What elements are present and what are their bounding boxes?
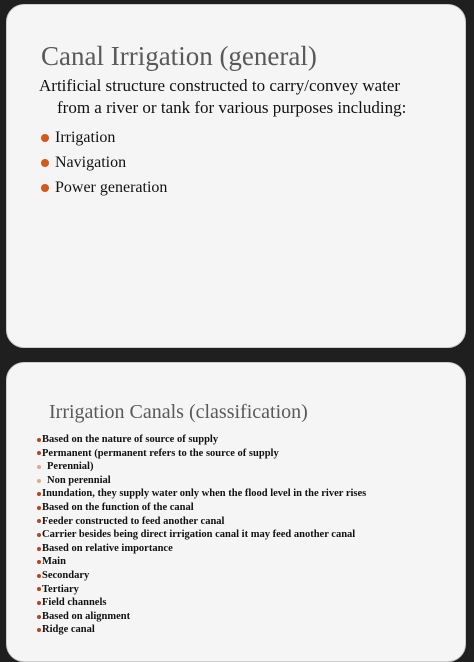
list-item — [37, 501, 366, 515]
list-item — [37, 447, 366, 461]
list-item — [37, 555, 366, 569]
list-item — [37, 433, 366, 447]
list-item-label: Tertiary — [42, 583, 79, 595]
slide-irrigation-canals-classification — [6, 362, 466, 662]
list-item — [37, 460, 366, 474]
bullet-dot-icon — [37, 560, 41, 564]
bullet-dot-icon — [37, 438, 41, 442]
bullet-dot-icon — [37, 492, 41, 496]
list-item — [37, 610, 366, 624]
list-item — [41, 175, 167, 200]
list-item-label: Based on the nature of source of supply — [42, 434, 219, 445]
intro-line-1: Artificial structure constructed to carry/convey water — [39, 76, 401, 95]
list-item-label: Inundation, they supply water only when the flood level in the river rises — [42, 488, 367, 500]
list-item — [37, 528, 366, 542]
slide-canal-irrigation-general — [6, 4, 466, 348]
bullet-dot-icon — [37, 533, 41, 537]
list-item — [41, 125, 167, 150]
bullet-dot-icon — [37, 465, 41, 469]
slide-title: Irrigation Canals (classification) — [49, 401, 308, 423]
list-item — [37, 542, 366, 556]
classification-list — [37, 433, 366, 637]
list-item-label: Navigation — [55, 154, 127, 171]
list-item-label: Non perennial — [47, 474, 111, 486]
purpose-list — [41, 125, 167, 200]
list-item — [37, 596, 366, 610]
list-item-label: Based on relative importance — [42, 542, 173, 554]
bullet-dot-icon — [41, 159, 49, 167]
list-item-label: Ridge canal — [42, 624, 95, 636]
list-item-label: Based on the function of the canal — [42, 501, 194, 513]
list-item — [41, 150, 167, 175]
list-item-label: Based on alignment — [42, 610, 131, 622]
list-item-label: Main — [42, 556, 66, 568]
bullet-dot-icon — [41, 184, 49, 192]
slide-title: Canal Irrigation (general) — [41, 41, 317, 71]
bullet-dot-icon — [37, 479, 41, 483]
list-item-label: Carrier besides being direct irrigation canal it may feed another canal — [42, 529, 356, 541]
bullet-dot-icon — [37, 519, 41, 523]
bullet-dot-icon — [37, 547, 41, 551]
bullet-dot-icon — [37, 574, 41, 578]
list-item-label: Perennial) — [47, 461, 94, 473]
intro-text — [39, 75, 449, 119]
list-item — [37, 569, 366, 583]
list-item — [37, 474, 366, 488]
bullet-dot-icon — [37, 587, 41, 591]
bullet-dot-icon — [37, 601, 41, 605]
list-item — [37, 515, 366, 529]
list-item-label: Field channels — [42, 597, 107, 609]
list-item-label: Permanent (permanent refers to the source of supply — [42, 447, 279, 459]
intro-line-2: from a river or tank for various purposes including: — [57, 98, 407, 117]
list-item — [37, 583, 366, 597]
bullet-dot-icon — [37, 506, 41, 510]
list-item-label: Power generation — [55, 179, 168, 196]
list-item — [37, 623, 366, 637]
list-item-label: Irrigation — [55, 129, 116, 146]
bullet-dot-icon — [41, 134, 49, 142]
list-item-label: Secondary — [42, 569, 90, 581]
list-item-label: Feeder constructed to feed another canal — [42, 515, 225, 527]
list-item — [37, 487, 366, 501]
bullet-dot-icon — [37, 615, 41, 619]
bullet-dot-icon — [37, 451, 41, 455]
